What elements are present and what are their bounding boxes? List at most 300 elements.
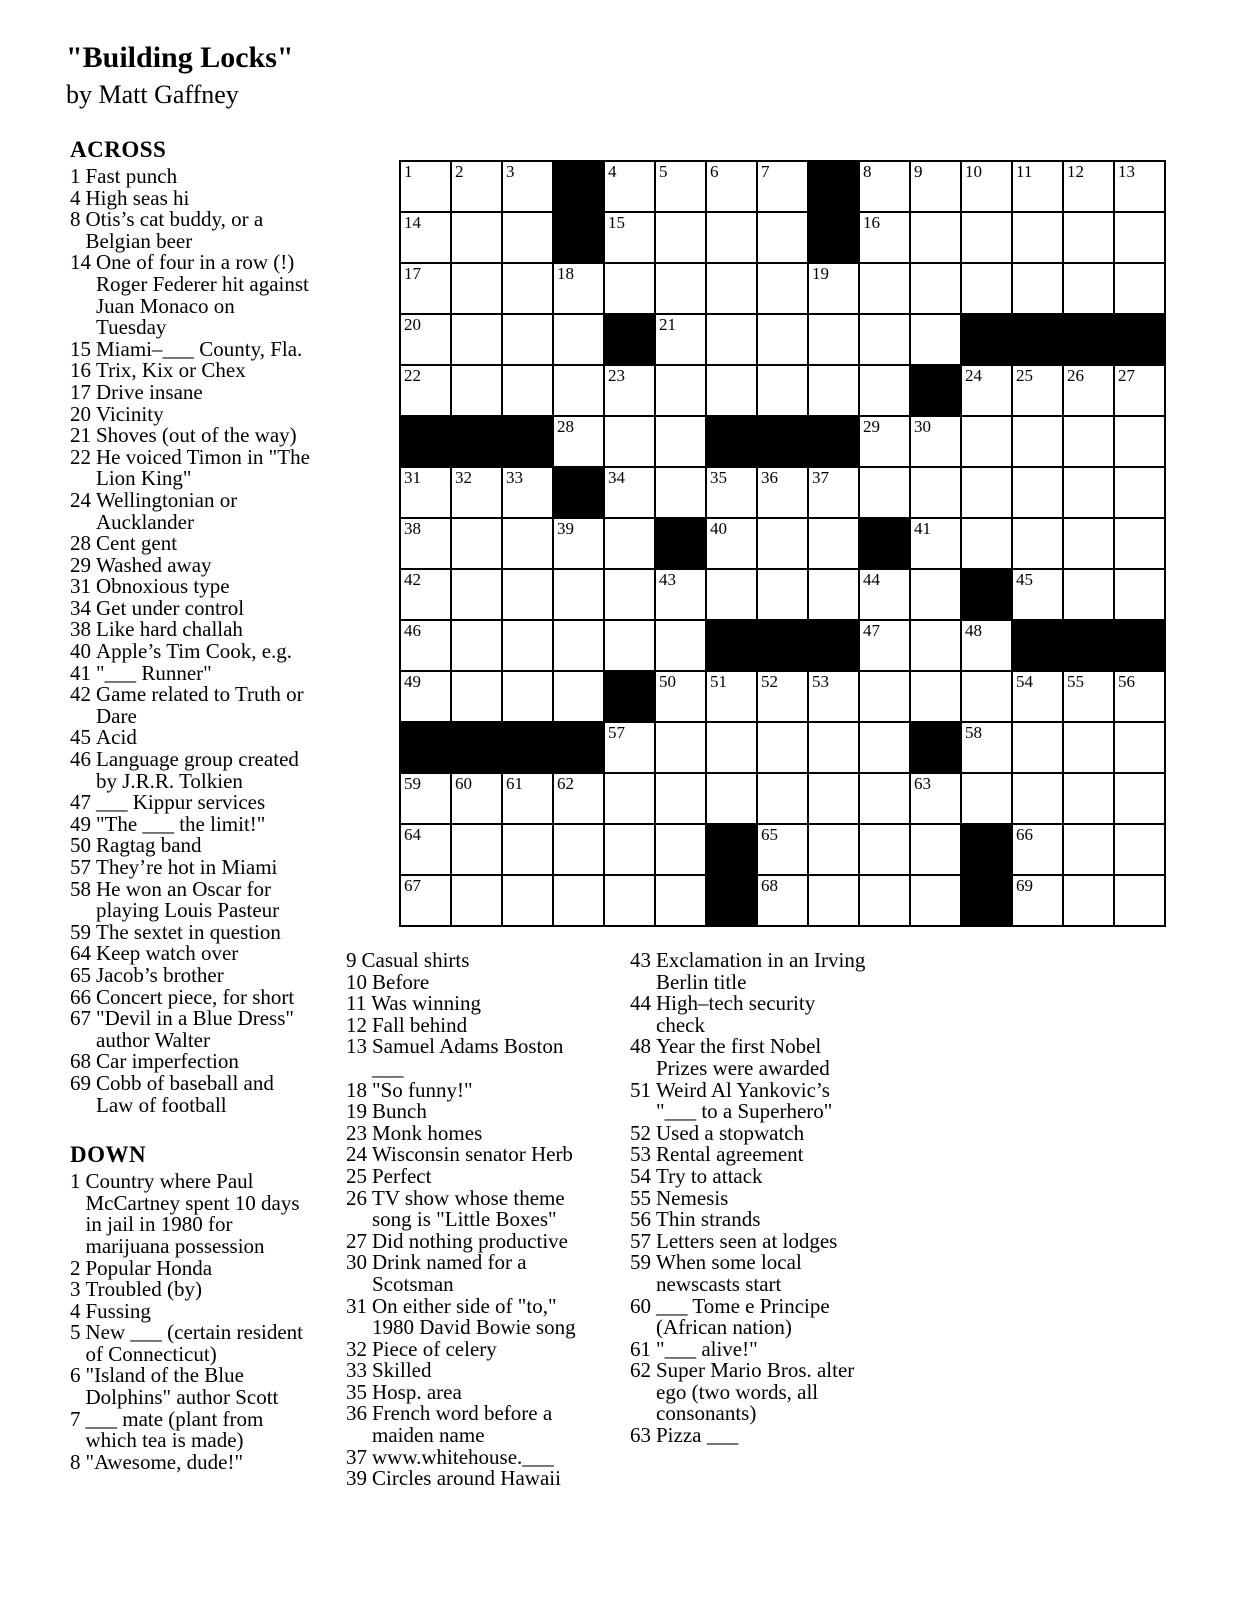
grid-cell-r4c8[interactable] (758, 315, 807, 364)
clue-down-4 (70, 1298, 310, 1323)
grid-cell-r6c15[interactable] (1115, 417, 1164, 466)
grid-cell-r1c10[interactable] (860, 162, 909, 211)
grid-cell-r11c11[interactable] (911, 672, 960, 721)
grid-black-cell (1064, 621, 1113, 670)
grid-cell-r1c15[interactable] (1115, 162, 1164, 211)
grid-cell-r14c3[interactable] (503, 825, 552, 874)
clue-text: Letters seen at lodges (656, 1228, 838, 1253)
grid-cell-r13c2[interactable] (452, 774, 501, 823)
grid-cell-r7c13[interactable] (1013, 468, 1062, 517)
grid-cell-r13c9[interactable] (809, 774, 858, 823)
clue-number: 51 (630, 1077, 651, 1102)
clue-number: 8 (70, 207, 81, 232)
grid-cell-r1c13[interactable] (1013, 162, 1062, 211)
grid-cell-r11c4[interactable] (554, 672, 603, 721)
grid-cell-r9c15[interactable] (1115, 570, 1164, 619)
grid-cell-r1c6[interactable] (656, 162, 705, 211)
grid-cell-r8c2[interactable] (452, 519, 501, 568)
grid-cell-r9c5[interactable] (605, 570, 654, 619)
grid-cell-r7c11[interactable] (911, 468, 960, 517)
grid-cell-r2c10[interactable] (860, 213, 909, 262)
grid-cell-r1c2[interactable] (452, 162, 501, 211)
grid-cell-r10c6[interactable] (656, 621, 705, 670)
grid-cell-r8c4[interactable] (554, 519, 603, 568)
grid-cell-r3c4[interactable] (554, 264, 603, 313)
clue-text: Country where Paul McCartney spent 10 days in jail in 1980 for marijuana possession (85, 1169, 300, 1258)
cell-number: 67 (404, 876, 421, 895)
grid-cell-r15c15[interactable] (1115, 876, 1164, 925)
grid-cell-r9c4[interactable] (554, 570, 603, 619)
cell-number: 51 (710, 672, 727, 691)
grid-cell-r2c7[interactable] (707, 213, 756, 262)
clue-number: 64 (70, 941, 91, 966)
grid-cell-r9c13[interactable] (1013, 570, 1062, 619)
grid-cell-r5c12[interactable] (962, 366, 1011, 415)
grid-cell-r11c7[interactable] (707, 672, 756, 721)
clue-number: 44 (630, 991, 651, 1016)
clue-text: Obnoxious type (96, 574, 230, 599)
grid-cell-r13c7[interactable] (707, 774, 756, 823)
grid-cell-r2c11[interactable] (911, 213, 960, 262)
grid-cell-r5c9[interactable] (809, 366, 858, 415)
grid-cell-r4c11[interactable] (911, 315, 960, 364)
grid-cell-r12c13[interactable] (1013, 723, 1062, 772)
grid-cell-r15c1[interactable] (401, 876, 450, 925)
grid-cell-r11c9[interactable] (809, 672, 858, 721)
grid-cell-r3c7[interactable] (707, 264, 756, 313)
grid-cell-r3c8[interactable] (758, 264, 807, 313)
clue-number: 46 (70, 747, 91, 772)
clue-number: 59 (70, 919, 91, 944)
grid-cell-r8c13[interactable] (1013, 519, 1062, 568)
clue-text: He won an Oscar for playing Louis Pasteur (96, 876, 280, 923)
grid-cell-r3c13[interactable] (1013, 264, 1062, 313)
grid-cell-r5c4[interactable] (554, 366, 603, 415)
grid-cell-r8c3[interactable] (503, 519, 552, 568)
cell-number: 66 (1016, 825, 1033, 844)
grid-cell-r13c12[interactable] (962, 774, 1011, 823)
cell-number: 52 (761, 672, 778, 691)
clue-text: High–tech security check (656, 991, 816, 1037)
grid-cell-r7c15[interactable] (1115, 468, 1164, 517)
clue-down-3 (70, 1279, 310, 1301)
grid-cell-r5c13[interactable] (1013, 366, 1062, 415)
grid-cell-r7c1[interactable] (401, 468, 450, 517)
grid-cell-r2c6[interactable] (656, 213, 705, 262)
grid-cell-r9c11[interactable] (911, 570, 960, 619)
cell-number: 24 (965, 366, 982, 385)
grid-cell-r15c8[interactable] (758, 876, 807, 925)
grid-cell-r8c15[interactable] (1115, 519, 1164, 568)
grid-cell-r3c9[interactable] (809, 264, 858, 313)
grid-cell-r7c12[interactable] (962, 468, 1011, 517)
grid-cell-r13c10[interactable] (860, 774, 909, 823)
grid-cell-r14c14[interactable] (1064, 825, 1113, 874)
clue-text: They’re hot in Miami (96, 855, 278, 879)
grid-cell-r11c3[interactable] (503, 672, 552, 721)
clue-across-68 (70, 1051, 310, 1073)
cell-number: 11 (1016, 162, 1033, 181)
grid-cell-r15c6[interactable] (656, 876, 705, 925)
grid-cell-r7c6[interactable] (656, 468, 705, 517)
grid-cell-r15c10[interactable] (860, 876, 909, 925)
grid-black-cell (605, 315, 654, 364)
grid-cell-r14c9[interactable] (809, 825, 858, 874)
grid-cell-r2c14[interactable] (1064, 213, 1113, 262)
cell-number: 9 (914, 162, 923, 181)
cell-number: 58 (965, 723, 982, 742)
grid-cell-r3c10[interactable] (860, 264, 909, 313)
grid-cell-r14c5[interactable] (605, 825, 654, 874)
grid-cell-r5c2[interactable] (452, 366, 501, 415)
grid-cell-r13c3[interactable] (503, 774, 552, 823)
clue-text: ___ mate (plant from which tea is made) (85, 1406, 264, 1453)
clue-number: 21 (70, 423, 91, 448)
clue-across-24 (70, 487, 310, 534)
grid-cell-r13c13[interactable] (1013, 774, 1062, 823)
grid-cell-r3c11[interactable] (911, 264, 960, 313)
clue-number: 52 (630, 1120, 651, 1145)
grid-cell-r9c2[interactable] (452, 570, 501, 619)
grid-cell-r8c9[interactable] (809, 519, 858, 568)
clue-down-39 (346, 1468, 591, 1490)
grid-cell-r4c10[interactable] (860, 315, 909, 364)
clue-number: 31 (70, 574, 91, 599)
grid-cell-r7c3[interactable] (503, 468, 552, 517)
grid-cell-r10c3[interactable] (503, 621, 552, 670)
cell-number: 47 (863, 621, 880, 640)
grid-black-cell (809, 417, 858, 466)
grid-cell-r2c8[interactable] (758, 213, 807, 262)
grid-cell-r15c2[interactable] (452, 876, 501, 925)
grid-cell-r4c9[interactable] (809, 315, 858, 364)
grid-cell-r9c1[interactable] (401, 570, 450, 619)
clue-text: "___ alive!" (656, 1336, 758, 1361)
clue-text: The sextet in question (96, 919, 281, 944)
grid-cell-r1c14[interactable] (1064, 162, 1113, 211)
grid-cell-r2c15[interactable] (1115, 213, 1164, 262)
grid-cell-r2c5[interactable] (605, 213, 654, 262)
grid-cell-r7c8[interactable] (758, 468, 807, 517)
grid-cell-r3c5[interactable] (605, 264, 654, 313)
grid-cell-r14c11[interactable] (911, 825, 960, 874)
clue-number: 17 (70, 379, 91, 404)
clue-across-67 (70, 1008, 310, 1051)
cell-number: 60 (455, 774, 472, 793)
grid-cell-r14c15[interactable] (1115, 825, 1164, 874)
clue-down-44 (630, 993, 869, 1036)
clue-across-69 (70, 1070, 310, 1117)
grid-cell-r6c14[interactable] (1064, 417, 1113, 466)
clue-text: Shoves (out of the way) (96, 423, 297, 448)
grid-cell-r15c9[interactable] (809, 876, 858, 925)
cell-number: 61 (506, 774, 523, 793)
grid-cell-r5c15[interactable] (1115, 366, 1164, 415)
clue-number: 36 (346, 1401, 367, 1426)
grid-cell-r14c1[interactable] (401, 825, 450, 874)
grid-cell-r15c13[interactable] (1013, 876, 1062, 925)
clue-text: Year the first Nobel Prizes were awarded (656, 1034, 830, 1080)
cell-number: 63 (914, 774, 931, 793)
clue-text: Miami–___ County, Fla. (96, 336, 303, 361)
grid-cell-r7c5[interactable] (605, 468, 654, 517)
cell-number: 16 (863, 213, 880, 232)
clue-down-30 (346, 1252, 591, 1295)
clue-down-53 (630, 1144, 869, 1166)
grid-cell-r6c13[interactable] (1013, 417, 1062, 466)
clue-number: 31 (346, 1293, 367, 1318)
grid-cell-r1c11[interactable] (911, 162, 960, 211)
grid-cell-r7c14[interactable] (1064, 468, 1113, 517)
grid-cell-r5c7[interactable] (707, 366, 756, 415)
grid-cell-r13c15[interactable] (1115, 774, 1164, 823)
grid-cell-r1c5[interactable] (605, 162, 654, 211)
clue-text: On either side of "to," 1980 David Bowie song (372, 1293, 576, 1340)
clue-number: 24 (70, 487, 91, 512)
grid-cell-r11c8[interactable] (758, 672, 807, 721)
clue-down-35 (346, 1379, 591, 1404)
grid-cell-r7c10[interactable] (860, 468, 909, 517)
grid-cell-r11c10[interactable] (860, 672, 909, 721)
grid-cell-r4c1[interactable] (401, 315, 450, 364)
grid-cell-r4c2[interactable] (452, 315, 501, 364)
grid-cell-r15c11[interactable] (911, 876, 960, 925)
grid-cell-r14c2[interactable] (452, 825, 501, 874)
grid-cell-r10c2[interactable] (452, 621, 501, 670)
cell-number: 21 (659, 315, 676, 334)
grid-cell-r15c14[interactable] (1064, 876, 1113, 925)
grid-cell-r9c10[interactable] (860, 570, 909, 619)
grid-cell-r3c2[interactable] (452, 264, 501, 313)
grid-cell-r5c6[interactable] (656, 366, 705, 415)
grid-black-cell (554, 162, 603, 211)
grid-cell-r10c5[interactable] (605, 621, 654, 670)
grid-cell-r6c4[interactable] (554, 417, 603, 466)
cell-number: 56 (1118, 672, 1135, 691)
grid-black-cell (452, 723, 501, 772)
grid-cell-r14c4[interactable] (554, 825, 603, 874)
grid-cell-r11c2[interactable] (452, 672, 501, 721)
clue-number: 19 (346, 1099, 367, 1124)
grid-black-cell (1013, 621, 1062, 670)
grid-cell-r8c7[interactable] (707, 519, 756, 568)
grid-cell-r12c9[interactable] (809, 723, 858, 772)
clue-across-50 (70, 835, 310, 857)
clue-number: 54 (630, 1163, 651, 1188)
grid-cell-r12c14[interactable] (1064, 723, 1113, 772)
grid-black-cell (401, 417, 450, 466)
grid-cell-r1c8[interactable] (758, 162, 807, 211)
clue-down-11 (346, 993, 591, 1015)
grid-cell-r9c7[interactable] (707, 570, 756, 619)
clue-number: 47 (70, 790, 91, 815)
grid-cell-r13c6[interactable] (656, 774, 705, 823)
grid-cell-r5c8[interactable] (758, 366, 807, 415)
clue-number: 29 (70, 552, 91, 577)
grid-cell-r6c12[interactable] (962, 417, 1011, 466)
cell-number: 10 (965, 162, 982, 181)
grid-cell-r2c2[interactable] (452, 213, 501, 262)
grid-cell-r6c11[interactable] (911, 417, 960, 466)
cell-number: 19 (812, 264, 829, 283)
grid-cell-r5c1[interactable] (401, 366, 450, 415)
cell-number: 23 (608, 366, 625, 385)
clue-number: 68 (70, 1049, 91, 1074)
grid-cell-r14c8[interactable] (758, 825, 807, 874)
grid-cell-r10c1[interactable] (401, 621, 450, 670)
grid-cell-r12c7[interactable] (707, 723, 756, 772)
grid-cell-r5c10[interactable] (860, 366, 909, 415)
grid-cell-r8c1[interactable] (401, 519, 450, 568)
clue-text: Did nothing productive (372, 1228, 568, 1253)
clue-number: 27 (346, 1228, 367, 1253)
grid-cell-r8c12[interactable] (962, 519, 1011, 568)
grid-cell-r2c13[interactable] (1013, 213, 1062, 262)
grid-black-cell (758, 621, 807, 670)
grid-cell-r1c12[interactable] (962, 162, 1011, 211)
clue-down-60 (630, 1293, 869, 1340)
clue-number: 26 (346, 1185, 367, 1210)
grid-cell-r14c6[interactable] (656, 825, 705, 874)
clue-text: Try to attack (656, 1163, 763, 1188)
grid-cell-r8c5[interactable] (605, 519, 654, 568)
grid-cell-r3c12[interactable] (962, 264, 1011, 313)
grid-cell-r8c11[interactable] (911, 519, 960, 568)
grid-cell-r10c10[interactable] (860, 621, 909, 670)
grid-cell-r12c10[interactable] (860, 723, 909, 772)
clue-down-19 (346, 1101, 591, 1123)
cell-number: 25 (1016, 366, 1033, 385)
clue-text: Exclamation in an Irving Berlin title (656, 948, 866, 994)
cell-number: 44 (863, 570, 880, 589)
grid-cell-r13c1[interactable] (401, 774, 450, 823)
grid-cell-r12c8[interactable] (758, 723, 807, 772)
grid-cell-r15c4[interactable] (554, 876, 603, 925)
grid-cell-r3c14[interactable] (1064, 264, 1113, 313)
grid-cell-r6c10[interactable] (860, 417, 909, 466)
puzzle-title: "Building Locks" (66, 41, 294, 74)
grid-cell-r2c12[interactable] (962, 213, 1011, 262)
grid-cell-r3c15[interactable] (1115, 264, 1164, 313)
grid-cell-r14c10[interactable] (860, 825, 909, 874)
cell-number: 46 (404, 621, 421, 640)
grid-cell-r13c5[interactable] (605, 774, 654, 823)
grid-cell-r11c14[interactable] (1064, 672, 1113, 721)
grid-cell-r7c2[interactable] (452, 468, 501, 517)
grid-cell-r14c13[interactable] (1013, 825, 1062, 874)
grid-black-cell (503, 723, 552, 772)
clue-text: "So funny!" (372, 1077, 473, 1102)
grid-cell-r10c4[interactable] (554, 621, 603, 670)
clue-down-56 (630, 1209, 869, 1231)
grid-cell-r4c4[interactable] (554, 315, 603, 364)
grid-cell-r9c6[interactable] (656, 570, 705, 619)
grid-cell-r6c5[interactable] (605, 417, 654, 466)
clue-across-42 (70, 684, 310, 727)
clue-text: When some local newscasts start (656, 1250, 802, 1296)
grid-cell-r12c5[interactable] (605, 723, 654, 772)
grid-cell-r3c3[interactable] (503, 264, 552, 313)
cell-number: 55 (1067, 672, 1084, 691)
grid-cell-r1c7[interactable] (707, 162, 756, 211)
clue-text: Perfect (372, 1163, 432, 1188)
grid-cell-r11c1[interactable] (401, 672, 450, 721)
cell-number: 62 (557, 774, 574, 793)
grid-cell-r4c6[interactable] (656, 315, 705, 364)
grid-cell-r4c3[interactable] (503, 315, 552, 364)
clue-across-38 (70, 619, 310, 641)
grid-cell-r1c1[interactable] (401, 162, 450, 211)
grid-cell-r4c7[interactable] (707, 315, 756, 364)
cell-number: 50 (659, 672, 676, 691)
grid-cell-r15c5[interactable] (605, 876, 654, 925)
grid-cell-r9c9[interactable] (809, 570, 858, 619)
grid-cell-r7c9[interactable] (809, 468, 858, 517)
grid-black-cell (962, 876, 1011, 925)
grid-cell-r9c14[interactable] (1064, 570, 1113, 619)
cell-number: 18 (557, 264, 574, 283)
clue-number: 43 (630, 948, 651, 972)
grid-cell-r13c11[interactable] (911, 774, 960, 823)
clue-number: 53 (630, 1142, 651, 1167)
down-clue-list-2 (346, 950, 591, 1490)
grid-cell-r7c7[interactable] (707, 468, 756, 517)
grid-cell-r11c13[interactable] (1013, 672, 1062, 721)
across-clue-list (70, 166, 310, 1116)
clue-text: Car imperfection (96, 1049, 239, 1074)
grid-cell-r8c14[interactable] (1064, 519, 1113, 568)
grid-cell-r8c8[interactable] (758, 519, 807, 568)
grid-cell-r12c6[interactable] (656, 723, 705, 772)
grid-cell-r9c3[interactable] (503, 570, 552, 619)
grid-cell-r10c11[interactable] (911, 621, 960, 670)
grid-cell-r2c3[interactable] (503, 213, 552, 262)
grid-cell-r10c12[interactable] (962, 621, 1011, 670)
grid-cell-r2c1[interactable] (401, 213, 450, 262)
grid-black-cell (503, 417, 552, 466)
clue-down-31 (346, 1293, 591, 1340)
grid-cell-r11c12[interactable] (962, 672, 1011, 721)
grid-cell-r11c6[interactable] (656, 672, 705, 721)
grid-cell-r5c3[interactable] (503, 366, 552, 415)
grid-black-cell (962, 315, 1011, 364)
clue-number: 24 (346, 1142, 367, 1167)
grid-cell-r1c3[interactable] (503, 162, 552, 211)
grid-cell-r12c12[interactable] (962, 723, 1011, 772)
grid-black-cell (809, 213, 858, 262)
cell-number: 57 (608, 723, 625, 742)
clue-down-23 (346, 1120, 591, 1145)
grid-black-cell (860, 519, 909, 568)
grid-cell-r5c14[interactable] (1064, 366, 1113, 415)
grid-cell-r12c15[interactable] (1115, 723, 1164, 772)
grid-cell-r3c6[interactable] (656, 264, 705, 313)
grid-cell-r3c1[interactable] (401, 264, 450, 313)
puzzle-header (66, 38, 294, 111)
grid-cell-r13c4[interactable] (554, 774, 603, 823)
grid-cell-r13c8[interactable] (758, 774, 807, 823)
clue-across-64 (70, 943, 310, 965)
grid-cell-r9c8[interactable] (758, 570, 807, 619)
clue-text: "Devil in a Blue Dress" author Walter (96, 1006, 294, 1052)
clue-text: Bunch (372, 1099, 427, 1124)
grid-cell-r13c14[interactable] (1064, 774, 1113, 823)
grid-cell-r11c15[interactable] (1115, 672, 1164, 721)
clue-column-left (70, 136, 310, 1473)
grid-cell-r15c3[interactable] (503, 876, 552, 925)
grid-cell-r5c5[interactable] (605, 366, 654, 415)
grid-cell-r6c6[interactable] (656, 417, 705, 466)
